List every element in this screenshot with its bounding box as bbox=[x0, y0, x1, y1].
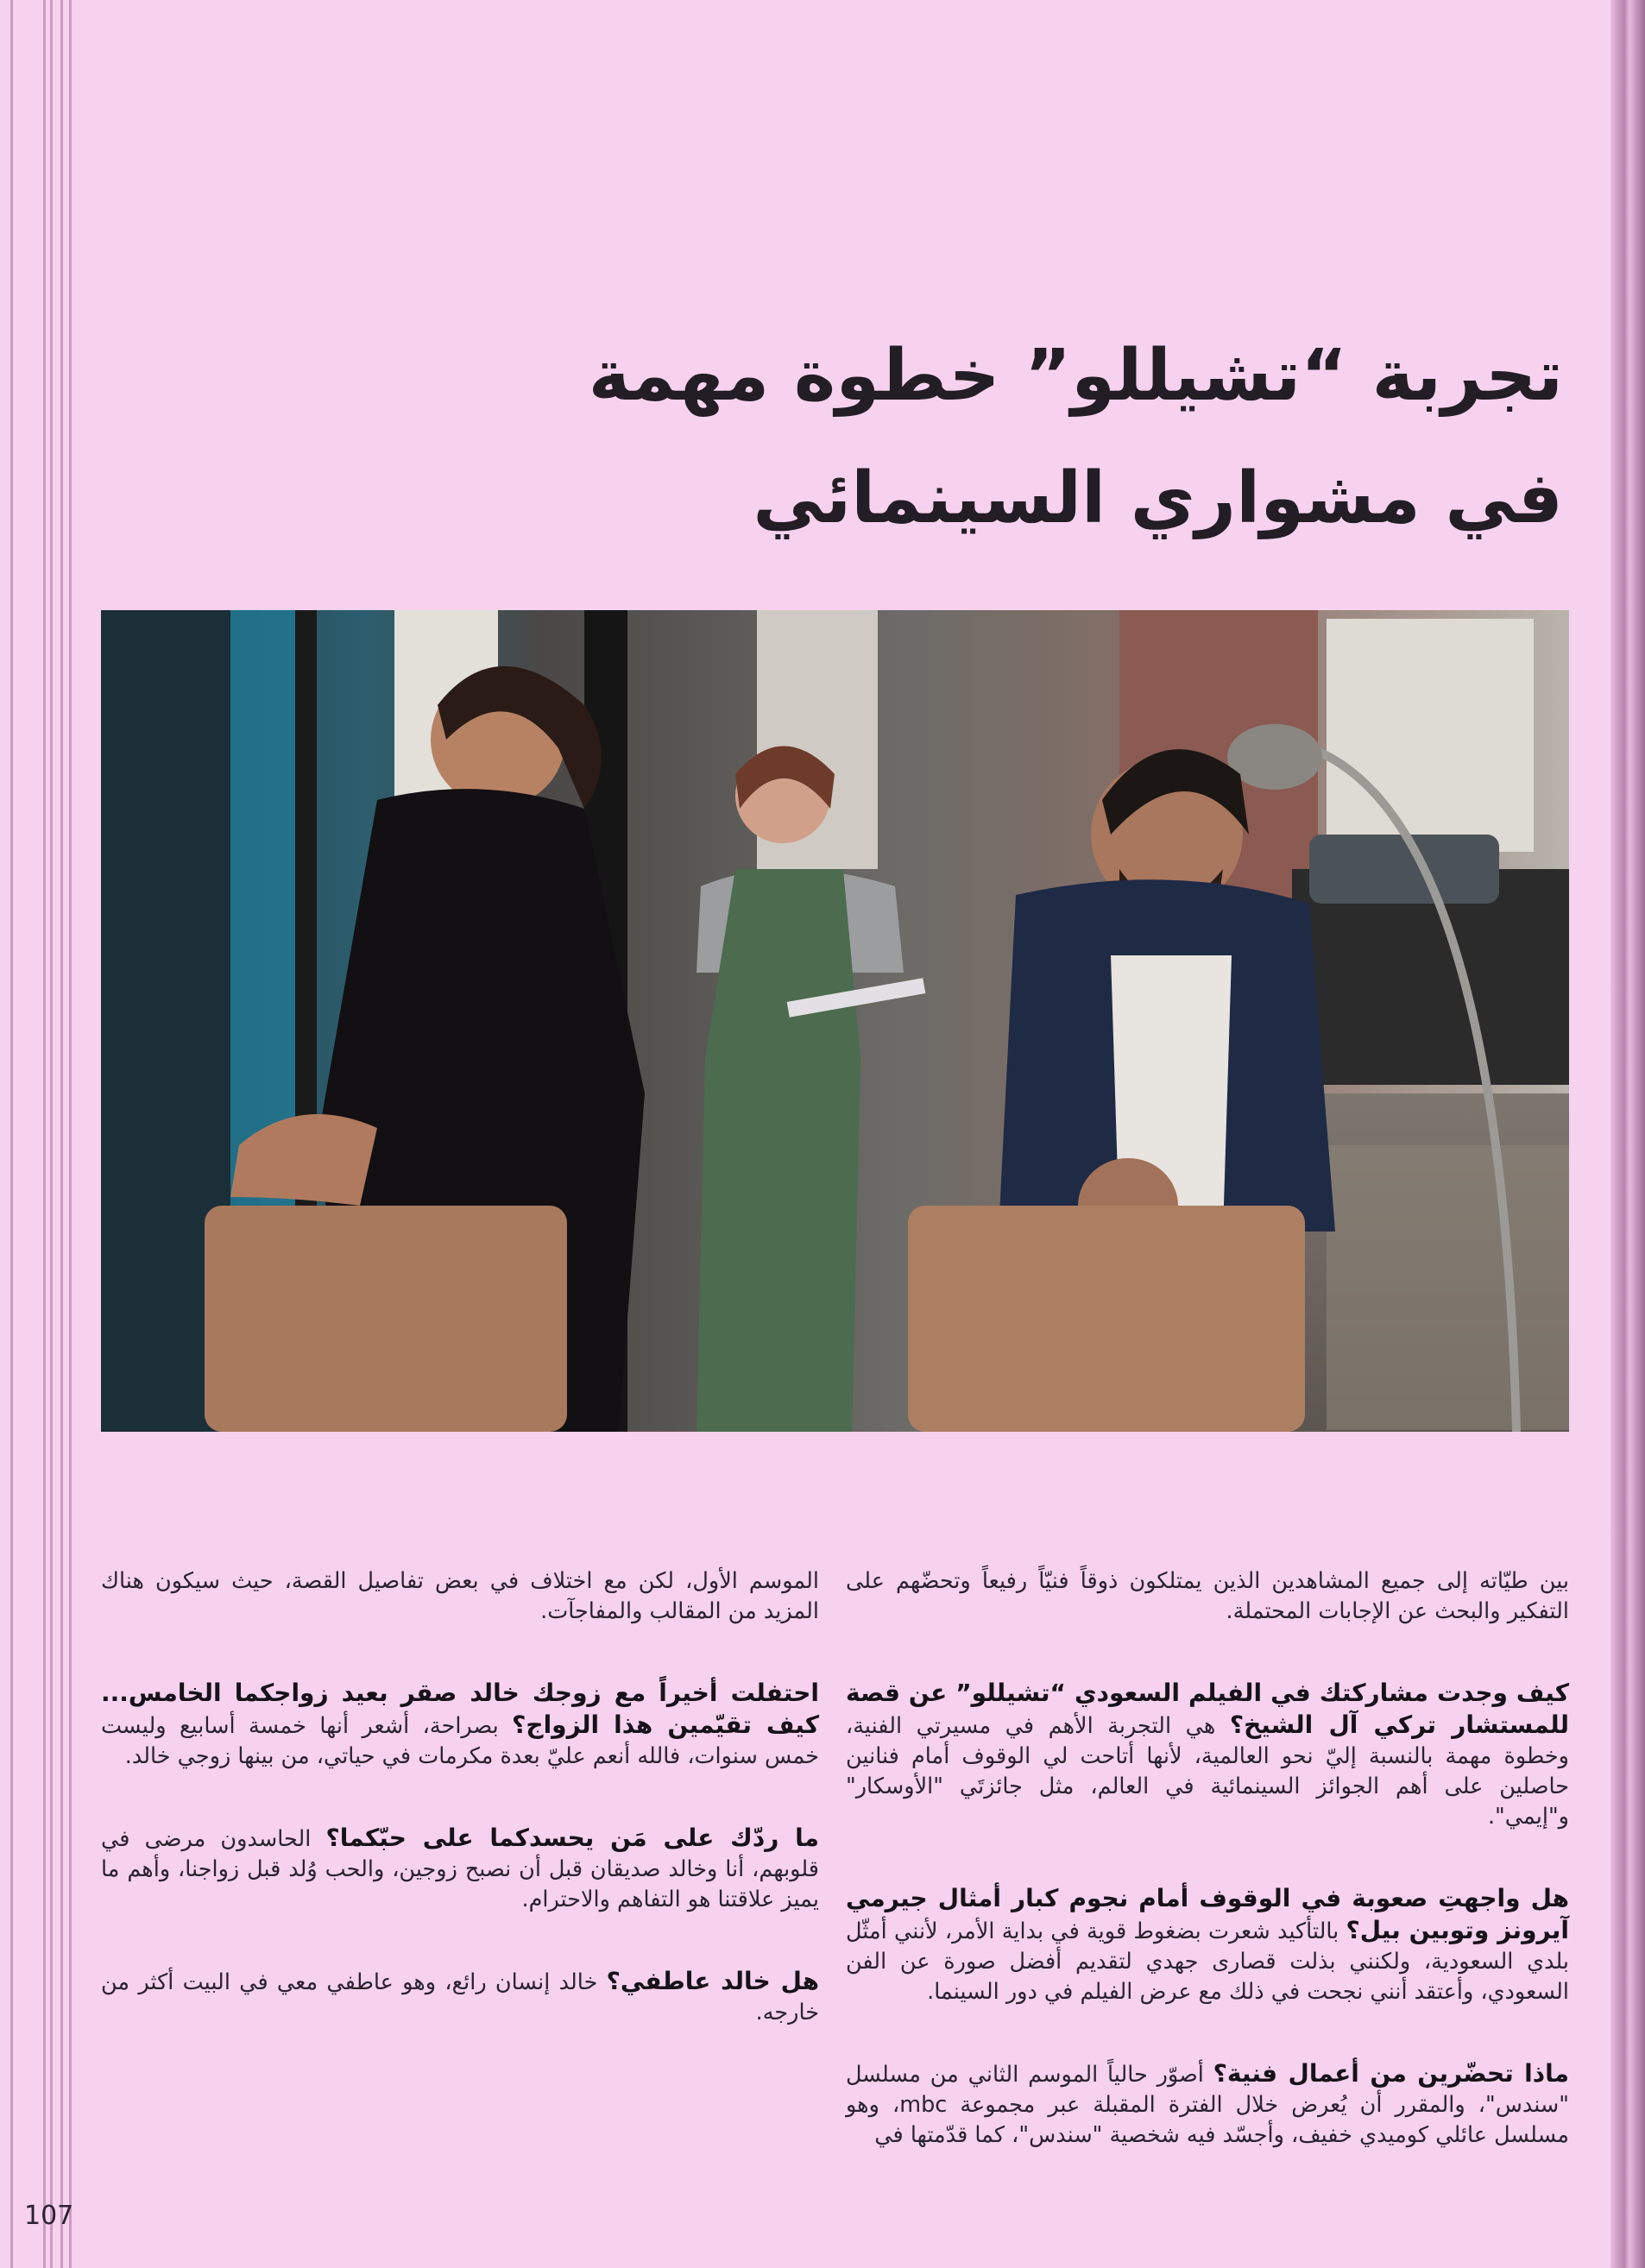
paragraph bbox=[846, 1566, 1569, 1627]
page-edge bbox=[1610, 0, 1645, 2268]
qa-block bbox=[846, 2058, 1569, 2151]
article-column-right bbox=[846, 1566, 1569, 2202]
qa-block bbox=[101, 1823, 819, 1915]
answer-text: هي التجربة الأهم في مسيرتي الفنية، وخطوة مهمة بالنسبة إليّ نحو العالمية، لأنها أتاحت لي الوقوف أمام فنانين حاصلين على أهم الجوائز السينمائية في العالم، مثل جائزتَي "الأوسكار" و"إيمي". bbox=[846, 1713, 1569, 1830]
question-text: ماذا تحضّرين من أعمال فنية؟ bbox=[1213, 2059, 1569, 2088]
page-number: 107 bbox=[24, 2201, 74, 2231]
title-line-2: في مشواري السينمائي bbox=[753, 457, 1563, 539]
question-text: كيف وجدت مشاركتك في الفيلم السعودي “تشيللو” عن قصة للمستشار تركي آل الشيخ؟ bbox=[846, 1679, 1570, 1739]
article-column-left bbox=[101, 1566, 819, 2079]
binding-line bbox=[60, 0, 63, 2268]
question-text: هل واجهتِ صعوبة في الوقوف أمام نجوم كبار أمثال جيرمي آيرونز وتوبين بيل؟ bbox=[846, 1884, 1569, 1944]
binding-line bbox=[69, 0, 72, 2268]
paragraph bbox=[101, 1566, 819, 1627]
qa-block bbox=[846, 1678, 1569, 1832]
binding-line bbox=[43, 0, 46, 2268]
photo-illustration bbox=[101, 610, 1569, 1432]
qa-block bbox=[846, 1883, 1569, 2007]
question-text: احتفلت أخيراً مع زوجك خالد صقر بعيد زواجكما الخامس... كيف تقيّمين هذا الزواج؟ bbox=[101, 1679, 820, 1739]
article-title bbox=[441, 315, 1563, 560]
question-text: هل خالد عاطفي؟ bbox=[606, 1967, 819, 1995]
answer-text: أصوّر حالياً الموسم الثاني من مسلسل "سندس"، والمقرر أن يُعرض خلال الفترة المقبلة عبر مجموعة mbc، وهو مسلسل عائلي كوميدي خفيف، وأجسّد فيه شخصية "سندس"، كما قدّمتها في bbox=[846, 2062, 1569, 2148]
qa-block bbox=[101, 1966, 819, 2028]
question-text: ما ردّك على مَن يحسدكما على حبّكما؟ bbox=[325, 1824, 819, 1852]
binding-line bbox=[50, 0, 53, 2268]
binding-line bbox=[10, 0, 13, 2268]
answer-text: خالد إنسان رائع، وهو عاطفي معي في البيت أكثر من خارجه. bbox=[101, 1969, 819, 2025]
answer-text: الحاسدون مرضى في قلوبهم، أنا وخالد صديقان قبل أن نصبح زوجين، والحب وُلد قبل زواجنا، وأهم ما يميز علاقتنا هو التفاهم والاحترام. bbox=[101, 1826, 819, 1912]
qa-block bbox=[101, 1678, 819, 1772]
body-text: بين طيّاته إلى جميع المشاهدين الذين يمتلكون ذوقاً فنيّاً رفيعاً وتحضّهم على التفكير والبحث عن الإجابات المحتملة. bbox=[846, 1568, 1569, 1624]
body-text: الموسم الأول، لكن مع اختلاف في بعض تفاصيل القصة، حيث سيكون هناك المزيد من المقالب والمفاجآت. bbox=[101, 1568, 819, 1624]
answer-text: بالتأكيد شعرت بضغوط قوية في بداية الأمر، لأنني أمثّل بلدي السعودية، ولكنني بذلت قصارى جهدي لتقديم أفضل صورة عن الفن السعودي، وأعتقد أنني نجحت في ذلك مع عرض الفيلم في دور السينما. bbox=[846, 1918, 1569, 2005]
film-still-photo bbox=[101, 610, 1569, 1432]
answer-text: بصراحة، أشعر أنها خمسة أسابيع وليست خمس سنوات، فالله أنعم عليّ بعدة مكرمات في حياتي، من بينها زوجي خالد. bbox=[101, 1713, 819, 1769]
title-line-1: تجربة “تشيللو” خطوة مهمة bbox=[588, 335, 1563, 417]
